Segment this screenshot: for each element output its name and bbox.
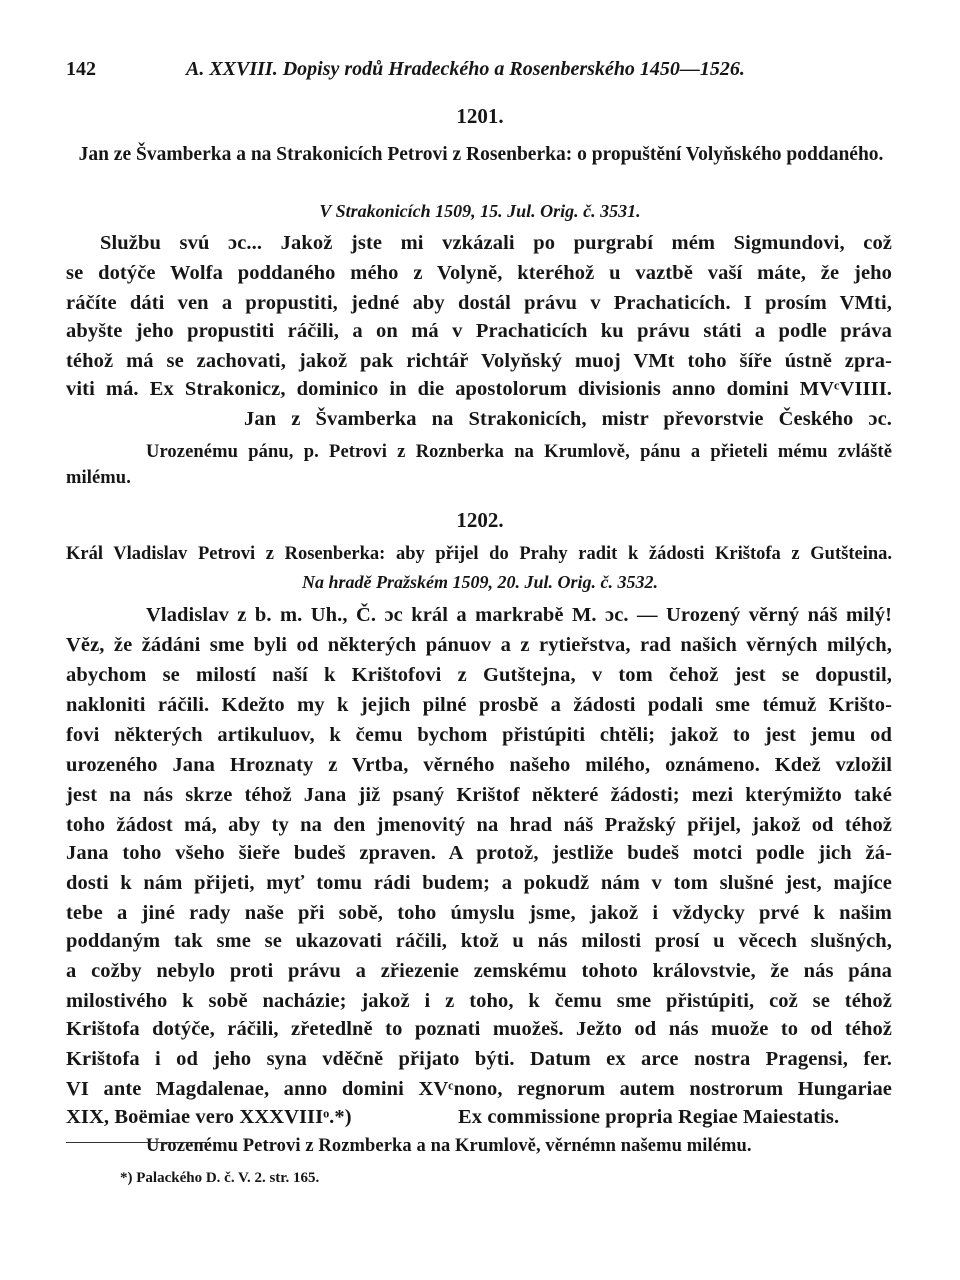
text-line-left: XIX, Boëmiae vero XXXVIIIᵒ.*) <box>66 1106 352 1128</box>
letter-dateline: Na hradě Pražském 1509, 20. Jul. Orig. č. 3532. <box>301 572 658 592</box>
address-line: Urozenému pánu, p. Petrovi z Roznberka na Krumlově, pánu a přieteli mému zvláště <box>146 442 892 462</box>
text-line: Krištofa dotýče, ráčili, zřetedlně to poznati muožeš. Ježto od nás muože to od téhož <box>66 1018 892 1040</box>
text-line: tebe a jiné rady naše při sobě, toho úmyslu jsme, jakož i vždycky prvé k našim <box>66 902 892 924</box>
text-line: toho žádost má, aby ty na den jmenovitý na hrad náš Pražský přijel, jakož od téhož <box>66 814 892 836</box>
footnote: *) Palackého D. č. V. 2. str. 165. <box>120 1170 320 1186</box>
letter-regest: Jan ze Švamberka a na Strakonicích Petrovi z Rosenberka: o propuštění Volyňského poddaného. <box>78 144 884 165</box>
text-line: ráčíte dáti ven a propustiti, jedné aby dostál právu v Prachaticích. I prosím VMti, <box>66 292 892 314</box>
text-line: Službu svú ɔc... Jakož jste mi vzkázali po purgrabí mém Sigmundovi, což <box>100 232 892 254</box>
text-line: nakloniti ráčili. Kdežto my k jejich pilné prosbě a žádosti podali sme témuž Krišto- <box>66 694 892 716</box>
text-line: VI ante Magdalenae, anno domini XVᶜnono, regnorum autem nostrorum Hungariae <box>66 1078 892 1100</box>
text-line-right: Ex commissione propria Regiae Maiestatis. <box>458 1106 840 1128</box>
signature-line: Jan z Švamberka na Strakonicích, mistr převorstvie Českého ɔc. <box>244 408 892 430</box>
text-line: fovi některých artikuluov, k čemu bychom přistúpiti chtěli; jakož to jest jemu od <box>66 724 892 746</box>
letter-dateline: V Strakonicích 1509, 15. Jul. Orig. č. 3531. <box>319 201 641 221</box>
letter-number: 1201. <box>456 104 504 128</box>
text-line: Vladislav z b. m. Uh., Č. ɔc král a markrabě M. ɔc. — Urozený věrný náš milý! <box>146 604 892 626</box>
text-line: dosti k nám přijeti, myť tomu rádi budem; a pokudž nám v tom slušné jest, majíce <box>66 872 892 894</box>
text-line: téhož má se zachovati, jakož pak richtář Volyňský muoj VMt toho šíře ústně zpra- <box>66 350 892 372</box>
page-number: 142 <box>66 58 96 80</box>
text-line: se dotýče Wolfa poddaného mého z Volyně, kteréhož u vaztbě vaší máte, že jeho <box>66 262 892 284</box>
text-line: Krištofa i od jeho syna vděčně přijato býti. Datum ex arce nostra Pragensi, fer. <box>66 1048 892 1070</box>
text-line: milostivého k sobě nacházie; jakož i z toho, k čemu sme přistúpiti, což se téhož <box>66 990 892 1012</box>
text-line: Jana toho všeho šieře budeš zpraven. A protož, jestliže budeš motci podle jich žá- <box>66 842 892 864</box>
text-line: a cožby nebylo proti právu a zřiezenie zemskému tohoto královstvie, že nás pána <box>66 960 892 982</box>
text-line: urozeného Jana Hroznaty z Vrtba, věrného našeho milého, oznámeno. Kdež vzložil <box>66 754 892 776</box>
text-line: abyšte jeho propustiti ráčili, a on má v Prachaticích ku právu státi a podle práva <box>66 320 892 342</box>
address-line: milému. <box>66 468 131 488</box>
running-title: A. XXVIII. Dopisy rodů Hradeckého a Rosenberského 1450—1526. <box>186 58 745 80</box>
address-line: Urozenému Petrovi z Rozmberka a na Krumlově, věrnémn našemu milému. <box>146 1136 752 1156</box>
letter-regest: Král Vladislav Petrovi z Rosenberka: aby přijel do Prahy radit k žádosti Krištofa z Gutšteina. <box>66 544 892 564</box>
footnote-rule <box>66 1142 206 1143</box>
text-line: jest na nás skrze téhož Jana již psaný Krištof některé žádosti; mezi kterýmižto také <box>66 784 892 806</box>
text-line: abychom se milostí naší k Krištofovi z Gutštejna, v tom čehož jest se dopustil, <box>66 664 892 686</box>
page-header <box>66 58 894 84</box>
text-line: poddaným tak sme se ukazovati ráčili, ktož u nás milosti prosí u věcech slušných, <box>66 930 892 952</box>
text-line: viti má. Ex Strakonicz, dominico in die apostolorum divisionis anno domini MVᶜVIIII. <box>66 378 892 400</box>
text-line: Věz, že žádáni sme byli od některých pánuov a z rytieřstva, rad našich věrných milých, <box>66 634 892 656</box>
letter-number: 1202. <box>456 508 504 532</box>
